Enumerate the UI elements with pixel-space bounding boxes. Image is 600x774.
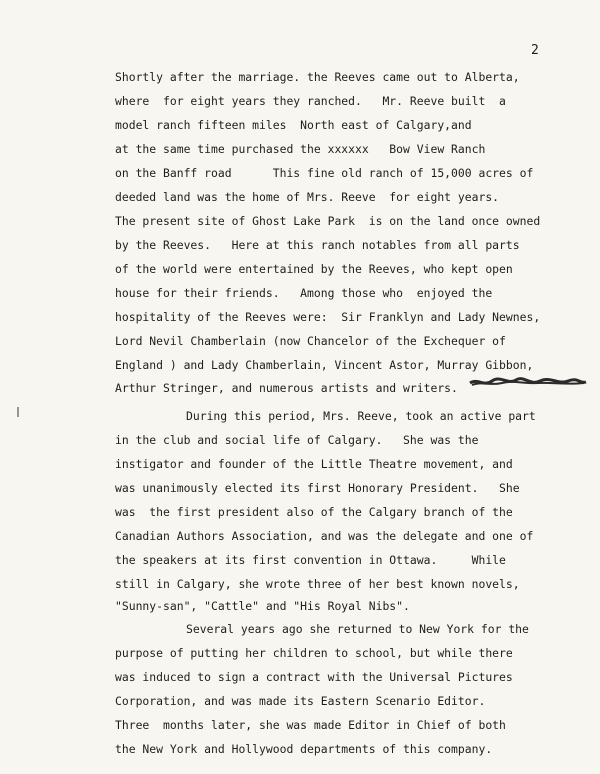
text-line-23: "Sunny-san", "Cattle" and "His Royal Nibs". — [115, 599, 410, 613]
text-line-5: on the Banff road This fine old ranch of 15,000 acres of — [115, 166, 534, 180]
text-line-21: the speakers at its first convention in Ottawa. While — [115, 553, 506, 567]
text-line-20: Canadian Authors Association, and was the delegate and one of — [115, 529, 534, 543]
margin-mark — [16, 402, 20, 412]
text-line-1: Shortly after the marriage. the Reeves came out to Alberta, — [115, 70, 520, 84]
text-line-2: where for eight years they ranched. Mr. Reeve built a — [115, 94, 506, 108]
text-line-29: the New York and Hollywood departments of this company. — [115, 742, 493, 756]
text-line-8: by the Reeves. Here at this ranch notables from all parts — [115, 238, 520, 252]
text-line-27: Corporation, and was made its Eastern Scenario Editor. — [115, 694, 486, 708]
text-line-22: still in Calgary, she wrote three of her best known novels, — [115, 577, 520, 591]
text-line-12: Lord Nevil Chamberlain (now Chancelor of the Exchequer of — [115, 334, 506, 348]
text-line-4: at the same time purchased the xxxxxx Bow View Ranch — [115, 142, 486, 156]
strikethrough-scribble — [468, 375, 588, 389]
text-line-10: house for their friends. Among those who enjoyed the — [115, 286, 493, 300]
text-line-26: was induced to sign a contract with the Universal Pictures — [115, 670, 513, 684]
text-line-9: of the world were entertained by the Reeves, who kept open — [115, 262, 513, 276]
text-line-11: hospitality of the Reeves were: Sir Franklyn and Lady Newnes, — [115, 310, 541, 324]
text-line-7: The present site of Ghost Lake Park is on the land once owned — [115, 214, 541, 228]
text-line-19: was the first president also of the Calgary branch of the — [115, 505, 513, 519]
text-line-16: in the club and social life of Calgary. She was the — [115, 433, 479, 447]
text-line-6: deeded land was the home of Mrs. Reeve for eight years. — [115, 190, 500, 204]
page-number: 2 — [531, 43, 539, 58]
text-line-28: Three months later, she was made Editor in Chief of both — [115, 718, 506, 732]
text-line-14: Arthur Stringer, and numerous artists and writers. — [115, 381, 458, 395]
text-line-13: England ) and Lady Chamberlain, Vincent Astor, Murray Gibbon, — [115, 358, 534, 372]
text-line-24: Several years ago she returned to New York for the — [186, 622, 529, 636]
text-line-15: During this period, Mrs. Reeve, took an active part — [186, 409, 536, 423]
text-line-18: was unanimously elected its first Honorary President. She — [115, 481, 520, 495]
text-line-25: purpose of putting her children to school, but while there — [115, 646, 513, 660]
text-line-17: instigator and founder of the Little Theatre movement, and — [115, 457, 513, 471]
text-line-3: model ranch fifteen miles North east of Calgary,and — [115, 118, 472, 132]
